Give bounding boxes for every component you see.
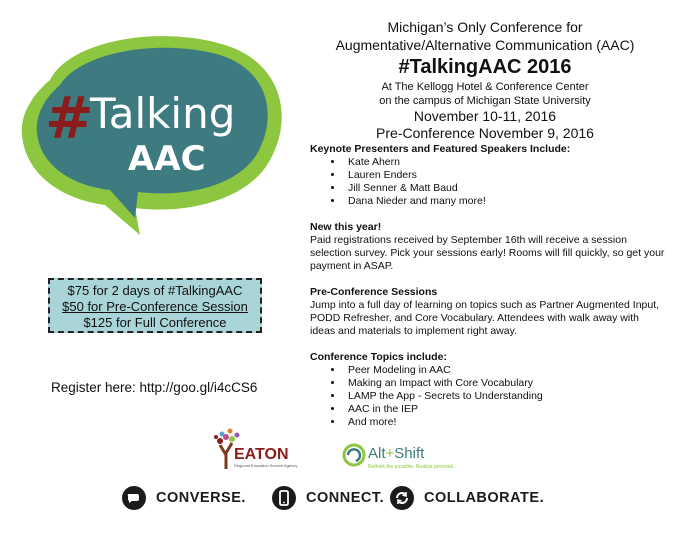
preconference-heading: Pre-Conference Sessions xyxy=(310,286,438,298)
alt-plus: + xyxy=(385,445,395,462)
event-details xyxy=(310,143,665,429)
logo-word-aac: AAC xyxy=(128,139,206,179)
footer-item-connect xyxy=(272,486,384,510)
footer-item-converse xyxy=(122,486,246,510)
header-tagline-2: Augmentative/Alternative Communication (AAC) xyxy=(335,37,635,53)
topic-item: • And more! xyxy=(344,416,665,429)
footer-label-connect: CONNECT. xyxy=(306,490,385,506)
alt-word: Alt xyxy=(368,445,386,462)
new-this-year-text: Paid registrations received by September 16th will receive a session selection survey. Pick your sessions early! Rooms will fill quickly, so get your payment in ASAP. xyxy=(310,234,665,272)
speakers-heading: Keynote Presenters and Featured Speakers Include: xyxy=(310,143,571,155)
topic-item: • AAC in the IEP xyxy=(344,403,665,416)
speaker-item: • Lauren Enders xyxy=(344,169,665,182)
topic-item: • Peer Modeling in AAC xyxy=(344,364,665,377)
registration-link[interactable]: Register here: http://goo.gl/i4cCS6 xyxy=(51,380,258,395)
footer-tagline xyxy=(122,486,582,518)
price-full: $125 for Full Conference xyxy=(83,315,227,330)
eaton-name: EATON xyxy=(234,446,289,463)
pricing-box xyxy=(48,278,262,333)
tablet-icon xyxy=(272,486,296,510)
eaton-subtitle: Regional Education Service Agency xyxy=(234,463,298,468)
topic-item: • Making an Impact with Core Vocabulary xyxy=(344,377,665,390)
event-header xyxy=(300,18,670,142)
speaker-item: • Dana Nieder and many more! xyxy=(344,195,665,208)
svg-text:Alt+Shift xyxy=(368,445,425,462)
footer-label-collaborate: COLLABORATE. xyxy=(424,490,545,506)
event-dates: November 10-11, 2016 xyxy=(413,108,557,124)
footer-item-collaborate xyxy=(390,486,544,510)
preconference-date: Pre-Conference November 9, 2016 xyxy=(376,125,594,141)
new-this-year-heading: New this year! xyxy=(310,221,382,233)
venue-line-2: on the campus of Michigan State University xyxy=(379,95,591,107)
shift-word: Shift xyxy=(394,445,425,462)
chat-bubbles-icon xyxy=(122,486,146,510)
speakers-list xyxy=(310,156,665,208)
alt-shift-tagline: Rethink the possible. Realize potential. xyxy=(368,464,455,470)
footer-label-converse: CONVERSE. xyxy=(156,490,246,506)
price-two-days: $75 for 2 days of #TalkingAAC xyxy=(67,283,243,298)
topic-item: • LAMP the App - Secrets to Understanding xyxy=(344,390,665,403)
logo-word-talking: Talking xyxy=(90,89,236,138)
speaker-item: • Kate Ahern xyxy=(344,156,665,169)
topics-heading: Conference Topics include: xyxy=(310,351,447,363)
alt-shift-logo xyxy=(342,440,462,474)
venue-line-1: At The Kellogg Hotel & Conference Center xyxy=(381,81,589,93)
eaton-resa-logo xyxy=(212,425,312,473)
price-preconference: $50 for Pre-Conference Session xyxy=(62,299,248,314)
event-title: #TalkingAAC 2016 xyxy=(398,56,572,78)
speaker-item: • Jill Senner & Matt Baud xyxy=(344,182,665,195)
header-tagline-1: Michigan’s Only Conference for xyxy=(387,19,583,35)
talking-aac-logo xyxy=(10,20,300,240)
cycle-arrows-icon xyxy=(390,486,414,510)
preconference-text: Jump into a full day of learning on topics such as Partner Augmented Input, PODD Refresher, and Core Vocabulary. Attendees with walk away with ideas and materials to implement right away. xyxy=(310,299,660,337)
topics-list xyxy=(310,364,665,429)
logo-hashtag: # xyxy=(45,84,94,152)
